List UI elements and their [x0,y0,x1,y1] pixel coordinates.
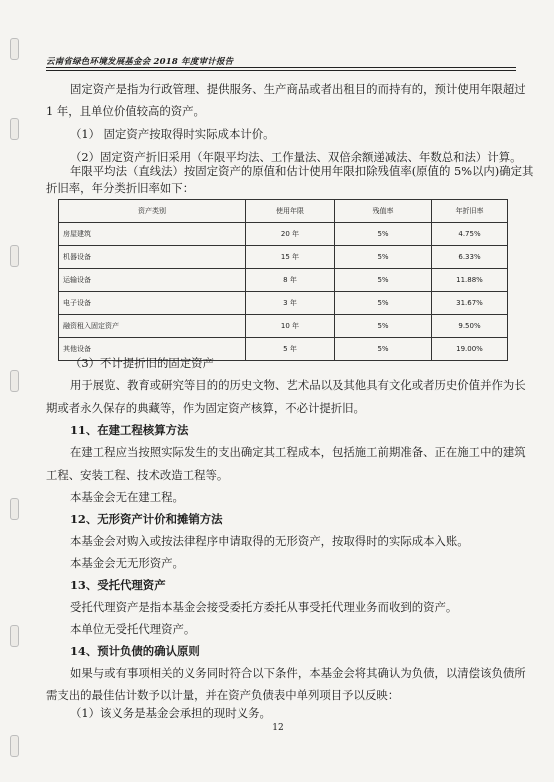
binder-hole [10,38,19,60]
binder-hole [10,735,19,757]
table-cell: 房屋建筑 [59,223,246,246]
table-cell: 5% [335,292,432,315]
paragraph-line: 用于展览、教育或研究等目的的历史文物、艺术品以及其他具有文化或者历史价值并作为长 [70,378,526,392]
paragraph-line: 如果与或有事项相关的义务同时符合以下条件，本基金会将其确认为负债，以清偿该负债所 [70,666,526,680]
paragraph-line: 1 年，且单位价值较高的资产。 [46,104,205,118]
table-cell: 其他设备 [59,338,246,361]
paragraph-line: 本基金会无无形资产。 [70,556,184,570]
table-cell: 5% [335,269,432,292]
paragraph-line: 期或者永久保存的典藏等，作为固定资产核算，不必计提折旧。 [46,401,365,415]
table-row [59,269,508,292]
table-header-cell: 年折旧率 [432,200,508,223]
paragraph-line: 本单位无受托代理资产。 [70,622,196,636]
table-row [59,246,508,269]
table-cell: 6.33% [432,246,508,269]
paragraph-line: 固定资产是指为行政管理、提供服务、生产商品或者出租目的而持有的，预计使用年限超过 [70,82,526,96]
paragraph-line: 本基金会对购入或按法律程序申请取得的无形资产，按取得时的实际成本入账。 [70,534,469,548]
paragraph-line: 在建工程应当按照实际发生的支出确定其工程成本，包括施工前期准备、正在施工中的建筑 [70,445,526,459]
binder-hole [10,118,19,140]
table-cell: 20 年 [246,223,335,246]
table-cell: 3 年 [246,292,335,315]
table-header-cell: 使用年限 [246,200,335,223]
page-number: 12 [272,723,284,733]
table-cell: 9.50% [432,315,508,338]
table-row [59,223,508,246]
paragraph-line: 需支出的最佳估计数予以计量，并在资产负债表中单列项目予以反映： [46,688,400,702]
table-cell: 5% [335,246,432,269]
header-rule [46,70,516,71]
table-cell: 4.75% [432,223,508,246]
table-header-row [59,200,508,223]
table-cell: 5 年 [246,338,335,361]
header-rule [46,67,516,68]
table-cell: 融资租入固定资产 [59,315,246,338]
binder-hole [10,370,19,392]
depreciation-table [58,199,508,361]
report-header: 云南省绿色环境发展基金会 2018 年度审计报告 [46,57,234,67]
table-cell: 5% [335,223,432,246]
table-cell: 10 年 [246,315,335,338]
paragraph-line: 受托代理资产是指本基金会接受委托方委托从事受托代理业务而收到的资产。 [70,600,458,614]
section-heading: 12、无形资产计价和摊销方法 [70,512,223,526]
paragraph-line: （1） 固定资产按取得时实际成本计价。 [70,127,275,141]
paragraph-line: （3）不计提折旧的固定资产 [70,356,214,370]
table-row [59,292,508,315]
paragraph-line: 工程、安装工程、技术改造工程等。 [46,468,229,482]
table-cell: 8 年 [246,269,335,292]
table-cell: 31.67% [432,292,508,315]
table-cell: 运输设备 [59,269,246,292]
table-cell: 11.88% [432,269,508,292]
table-cell: 电子设备 [59,292,246,315]
binder-hole [10,625,19,647]
binder-hole [10,498,19,520]
table-cell: 5% [335,315,432,338]
table-row [59,315,508,338]
table-header-cell: 残值率 [335,200,432,223]
table-header-cell: 资产类别 [59,200,246,223]
paragraph-line: 本基金会无在建工程。 [70,490,184,504]
table-cell: 19.00% [432,338,508,361]
table-cell: 5% [335,338,432,361]
section-heading: 11、在建工程核算方法 [70,423,189,437]
paragraph-line: （1）该义务是基金会承担的现时义务。 [70,706,271,720]
paragraph-line: 折旧率，年分类折旧率如下： [46,181,195,195]
paragraph-line: （2）固定资产折旧采用（年限平均法、工作量法、双倍余额递减法、年数总和法）计算。 [70,150,522,164]
binder-hole [10,245,19,267]
table-cell: 15 年 [246,246,335,269]
section-heading: 14、预计负债的确认原则 [70,644,200,658]
table-cell: 机器设备 [59,246,246,269]
paragraph-line: 年限平均法（直线法）按固定资产的原值和估计使用年限扣除残值率(原值的 5%以内)确定其 [70,164,534,178]
section-heading: 13、受托代理资产 [70,578,166,592]
